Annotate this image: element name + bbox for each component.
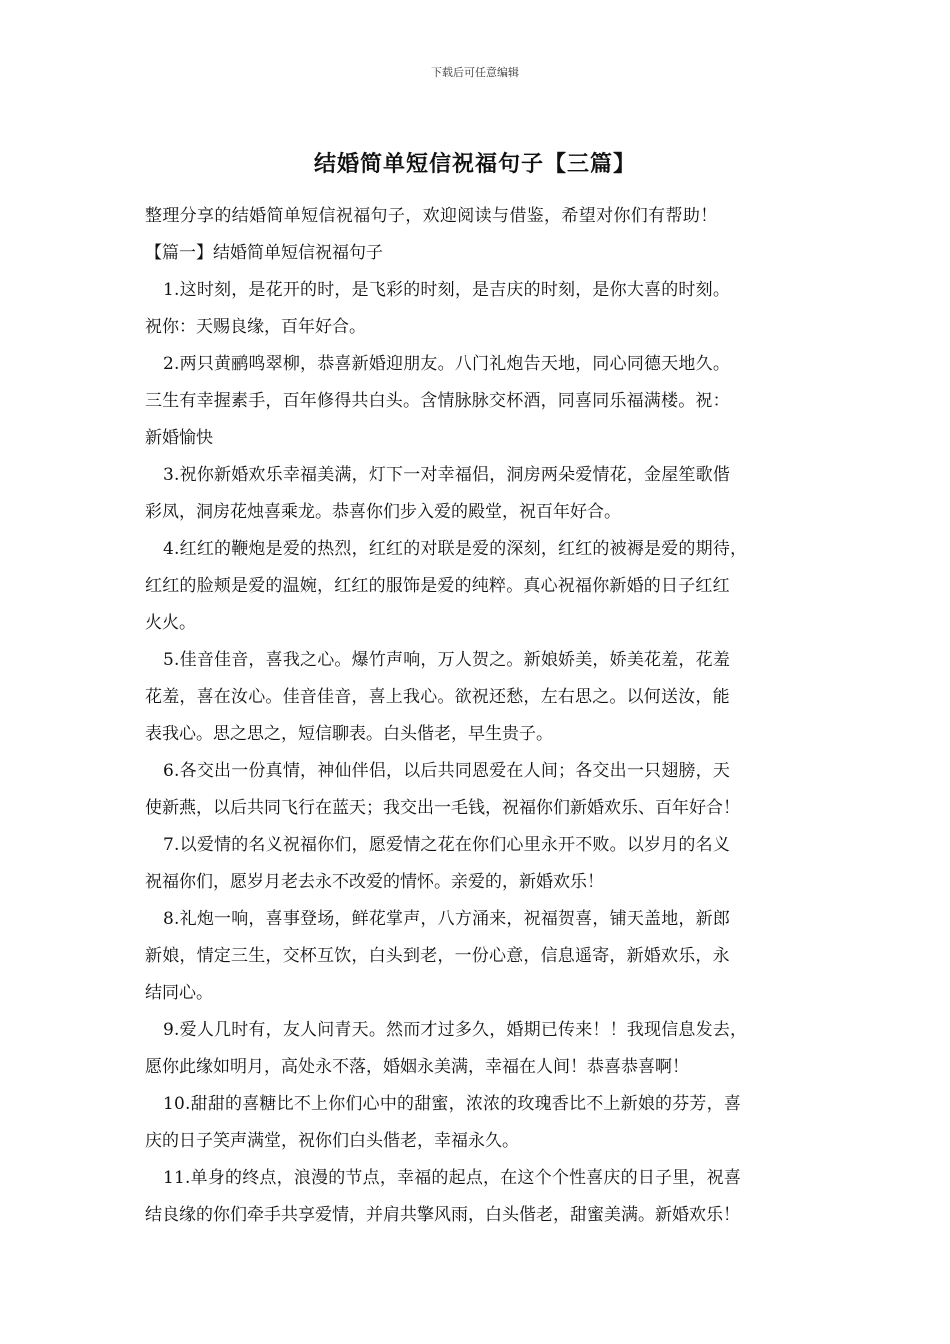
document-title: 结婚简单短信祝福句子【三篇】 <box>313 151 636 177</box>
paragraph-line: 8.礼炮一响，喜事登场，鲜花掌声，八方涌来，祝福贺喜，铺天盖地，新郎 <box>163 909 731 929</box>
paragraph-line: 5.佳音佳音，喜我之心。爆竹声响，万人贺之。新娘娇美，娇美花羞，花羞 <box>163 650 731 670</box>
paragraph-line: 三生有幸握素手，百年修得共白头。含情脉脉交杯酒，同喜同乐福满楼。祝： <box>145 391 730 411</box>
blessing-paragraph <box>145 1086 811 1160</box>
paragraph-line: 10.甜甜的喜糖比不上你们心中的甜蜜，浓浓的玫瑰香比不上新娘的芬芳，喜 <box>163 1094 742 1114</box>
paragraph-line: 祝你：天赐良缘，百年好合。 <box>145 317 366 337</box>
blessing-paragraph <box>145 901 811 1012</box>
paragraph-line: 4.红红的鞭炮是爱的热烈，红红的对联是爱的深刻，红红的被褥是爱的期待， <box>163 539 748 559</box>
paragraph-line: 红红的脸颊是爱的温婉，红红的服饰是爱的纯粹。真心祝福你新婚的日子红红 <box>145 576 730 596</box>
paragraph-line: 彩凤，洞房花烛喜乘龙。恭喜你们步入爱的殿堂，祝百年好合。 <box>145 502 621 522</box>
document-body <box>145 198 811 1234</box>
paragraph-line: 结同心。 <box>145 983 213 1003</box>
paragraph-line: 表我心。思之思之，短信聊表。白头偕老，早生贵子。 <box>145 724 553 744</box>
paragraph-line: 庆的日子笑声满堂，祝你们白头偕老，幸福永久。 <box>145 1131 519 1151</box>
intro-paragraph: 整理分享的结婚简单短信祝福句子，欢迎阅读与借鉴，希望对你们有帮助！ <box>145 206 718 226</box>
paragraph-line: 结良缘的你们牵手共享爱情，并肩共擎风雨，白头偕老，甜蜜美满。新婚欢乐！ <box>145 1205 740 1225</box>
blessing-paragraph <box>145 346 811 457</box>
paragraph-line: 新娘，情定三生，交杯互饮，白头到老，一份心意，信息遥寄，新婚欢乐，永 <box>145 946 730 966</box>
paragraph-line: 6.各交出一份真情，神仙伴侣，以后共同恩爱在人间；各交出一只翅膀，天 <box>163 761 731 781</box>
blessing-paragraph <box>145 753 811 827</box>
paragraph-line: 1.这时刻，是花开的时，是飞彩的时刻，是吉庆的时刻，是你大喜的时刻。 <box>163 280 731 300</box>
paragraph-line: 9.爱人几时有，友人问青天。然而才过多久，婚期已传来！！我现信息发去， <box>163 1020 748 1040</box>
blessing-list <box>145 272 811 1234</box>
blessing-paragraph <box>145 457 811 531</box>
paragraph-line: 11.单身的终点，浪漫的节点，幸福的起点，在这个个性喜庆的日子里，祝喜 <box>163 1168 742 1188</box>
paragraph-line: 2.两只黄鹂鸣翠柳，恭喜新婚迎朋友。八门礼炮告天地，同心同德天地久。 <box>163 354 731 374</box>
paragraph-line: 花羞，喜在汝心。佳音佳音，喜上我心。欲祝还愁，左右思之。以何送汝，能 <box>145 687 730 707</box>
blessing-paragraph <box>145 827 811 901</box>
paragraph-line: 愿你此缘如明月，高处永不落，婚姻永美满，幸福在人间！恭喜恭喜啊！ <box>145 1057 689 1077</box>
blessing-paragraph <box>145 642 811 753</box>
blessing-paragraph <box>145 531 811 642</box>
blessing-paragraph <box>145 272 811 346</box>
blessing-paragraph <box>145 1160 811 1234</box>
blessing-paragraph <box>145 1012 811 1086</box>
paragraph-line: 7.以爱情的名义祝福你们，愿爱情之花在你们心里永开不败。以岁月的名义 <box>163 835 731 855</box>
paragraph-line: 新婚愉快 <box>145 428 213 448</box>
paragraph-line: 火火。 <box>145 613 196 633</box>
paragraph-line: 祝福你们，愿岁月老去永不改爱的情怀。亲爱的，新婚欢乐！ <box>145 872 604 892</box>
paragraph-line: 使新燕，以后共同飞行在蓝天；我交出一毛钱，祝福你们新婚欢乐、百年好合！ <box>145 798 740 818</box>
section-heading: 【篇一】结婚简单短信祝福句子 <box>145 243 383 263</box>
header-note: 下载后可任意编辑 <box>431 66 519 79</box>
paragraph-line: 3.祝你新婚欢乐幸福美满，灯下一对幸福侣，洞房两朵爱情花，金屋笙歌偕 <box>163 465 731 485</box>
